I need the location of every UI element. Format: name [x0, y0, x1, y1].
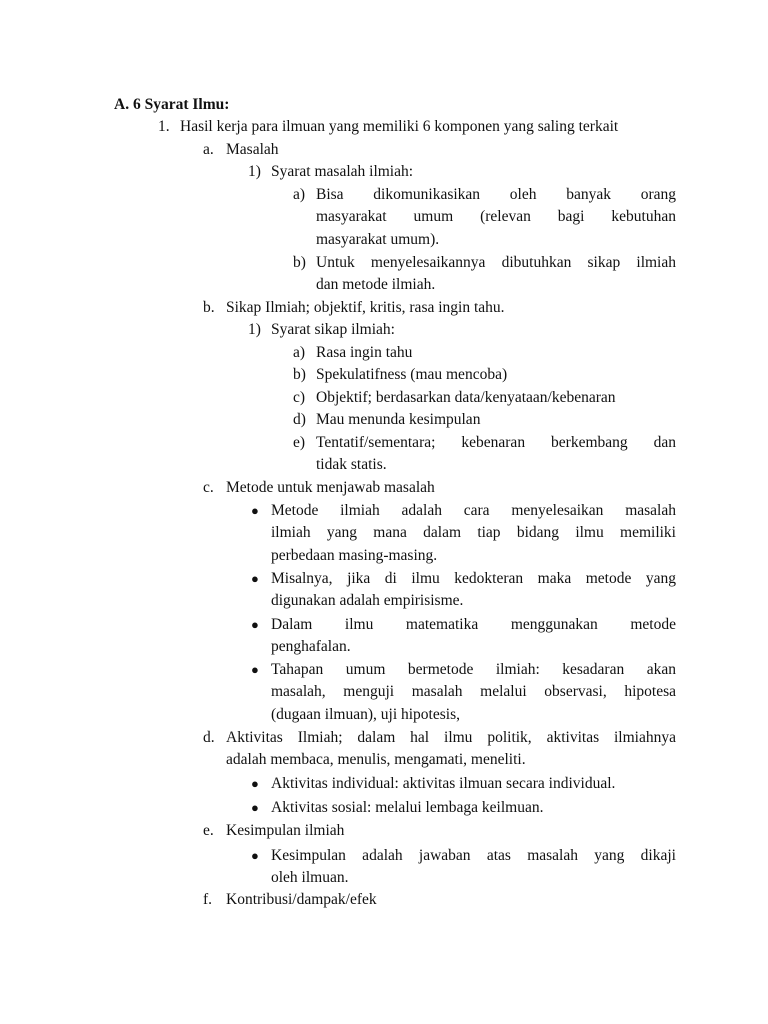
list-marker: e) [293, 434, 306, 451]
list-item-text: digunakan adalah empirisisme. [271, 592, 464, 609]
list-item-text: Hasil kerja para ilmuan yang memiliki 6 komponen yang saling terkait [180, 118, 619, 135]
list-marker: c) [293, 389, 306, 406]
list-marker: a) [293, 344, 306, 361]
list-item-text: Tahapan umum bermetode ilmiah: kesadaran akan [271, 661, 676, 678]
list-marker: d) [293, 411, 306, 428]
bullet-icon: ● [251, 776, 259, 791]
list-marker: a. [203, 141, 214, 158]
list-item-text: Kesimpulan ilmiah [226, 822, 345, 839]
list-item-text: dan metode ilmiah. [316, 276, 436, 293]
list-item-text: Kesimpulan adalah jawaban atas masalah yang dikaji [271, 847, 676, 864]
list-item-text: adalah membaca, menulis, mengamati, meneliti. [226, 751, 526, 768]
list-marker: 1) [248, 321, 261, 338]
list-marker: 1. [158, 118, 170, 135]
list-item-text: Metode untuk menjawab masalah [226, 479, 435, 496]
list-marker: d. [203, 729, 215, 746]
list-marker: f. [203, 891, 213, 908]
list-marker: b) [293, 366, 306, 383]
section-heading: A. 6 Syarat Ilmu: [114, 96, 230, 113]
list-item-text: Tentatif/sementara; kebenaran berkembang dan [316, 434, 676, 451]
list-item-text: Spekulatifness (mau mencoba) [316, 366, 508, 383]
list-item-text: Syarat masalah ilmiah: [271, 163, 414, 180]
list-marker: b) [293, 254, 306, 271]
list-item-text: Misalnya, jika di ilmu kedokteran maka metode yang [271, 570, 676, 587]
bullet-icon: ● [251, 571, 259, 586]
list-item-text: Rasa ingin tahu [316, 344, 413, 361]
list-item-text: Untuk menyelesaikannya dibutuhkan sikap ilmiah [316, 254, 676, 271]
list-marker: e. [203, 822, 214, 839]
list-item-text: ilmiah yang mana dalam tiap bidang ilmu memiliki [271, 524, 676, 541]
list-item-text: Aktivitas individual: aktivitas ilmuan secara individual. [271, 775, 616, 792]
list-item-text: Metode ilmiah adalah cara menyelesaikan masalah [271, 502, 676, 519]
list-marker: 1) [248, 163, 261, 180]
list-item-text: Aktivitas Ilmiah; dalam hal ilmu politik, aktivitas ilmiahnya [226, 729, 676, 746]
bullet-icon: ● [251, 617, 259, 632]
list-item-text: penghafalan. [271, 638, 351, 655]
list-item-text: Dalam ilmu matematika menggunakan metode [271, 616, 676, 633]
list-item-text: Sikap Ilmiah; objektif, kritis, rasa ingin tahu. [226, 299, 505, 316]
bullet-icon: ● [251, 503, 259, 518]
bullet-icon: ● [251, 662, 259, 677]
list-item-text: masalah, menguji masalah melalui observasi, hipotesa [271, 683, 676, 700]
bullet-icon: ● [251, 848, 259, 863]
list-item-text: Mau menunda kesimpulan [316, 411, 481, 428]
list-marker: b. [203, 299, 215, 316]
bullet-icon: ● [251, 800, 259, 815]
list-marker: c. [203, 479, 214, 496]
list-item-text: perbedaan masing-masing. [271, 547, 438, 564]
list-item-text: oleh ilmuan. [271, 869, 349, 886]
list-marker: a) [293, 186, 306, 203]
list-item-text: (dugaan ilmuan), uji hipotesis, [271, 706, 460, 723]
list-item-text: Syarat sikap ilmiah: [271, 321, 395, 338]
list-item-text: Masalah [226, 141, 279, 158]
list-item-text: Objektif; berdasarkan data/kenyataan/kebenaran [316, 389, 616, 406]
list-item-text: Aktivitas sosial: melalui lembaga keilmuan. [271, 799, 544, 816]
list-item-text: Bisa dikomunikasikan oleh banyak orang [316, 186, 676, 203]
list-item-text: Kontribusi/dampak/efek [226, 891, 377, 908]
list-item-text: masyarakat umum (relevan bagi kebutuhan [316, 208, 676, 225]
list-item-text: tidak statis. [316, 456, 387, 473]
list-item-text: masyarakat umum). [316, 231, 440, 248]
